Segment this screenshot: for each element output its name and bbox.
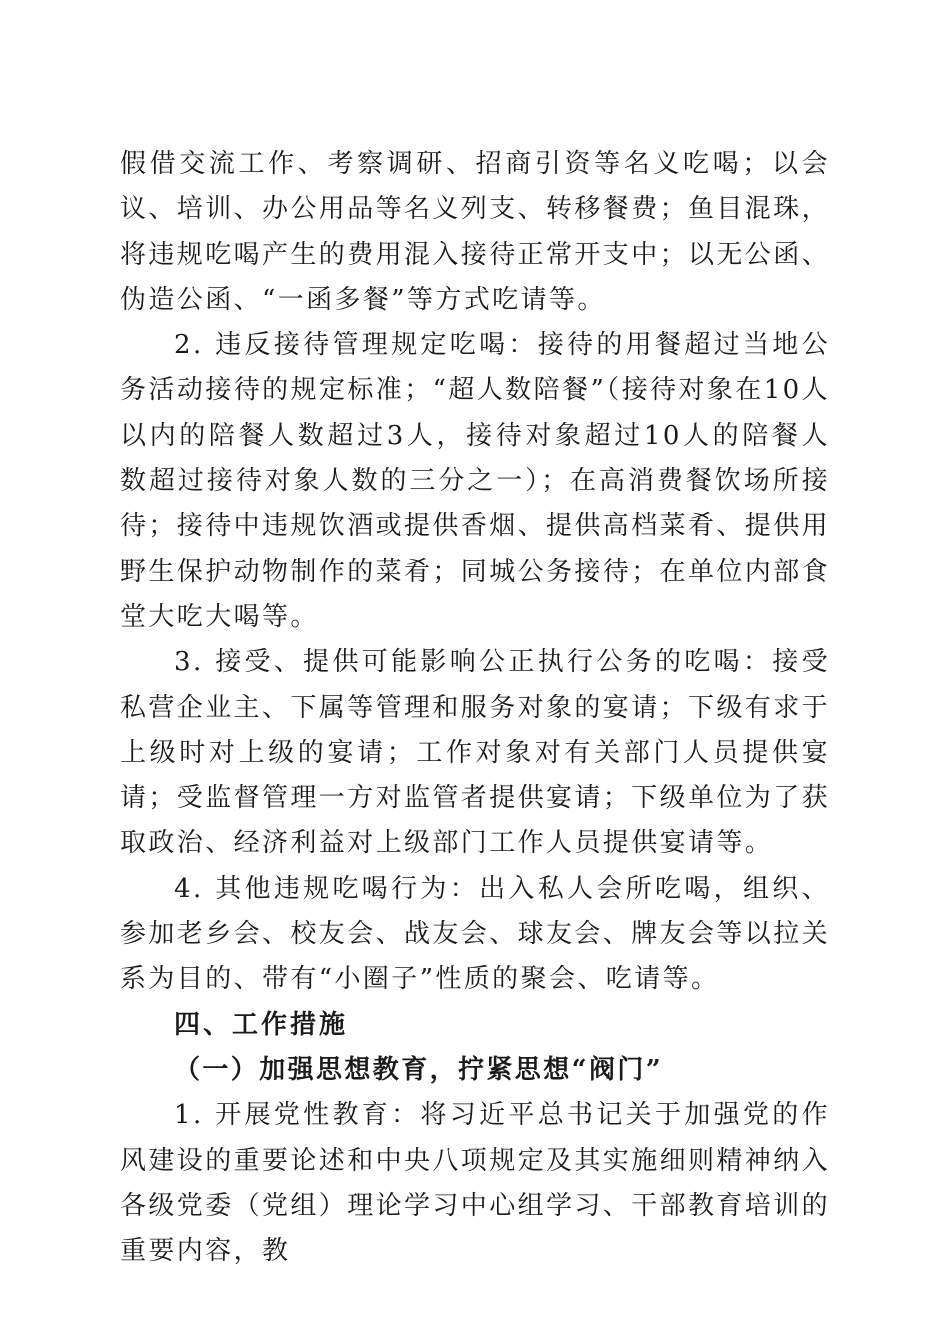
paragraph-continuation: 假借交流工作、考察调研、招商引资等名义吃喝；以会议、培训、办公用品等名义列支、转移餐费；鱼目混珠，将违规吃喝产生的费用混入接待正常开支中；以无公函、伪造公函、“一函多餐”等方式吃请等。 xyxy=(120,149,831,315)
subsection-heading-1: （一）加强思想教育，拧紧思想“阀门” xyxy=(174,1054,664,1085)
section-heading-4: 四、工作措施 xyxy=(174,1009,349,1040)
paragraph-measure-1: 1. 开展党性教育：将习近平总书记关于加强党的作风建设的重要论述和中央八项规定及其实施细则精神纳入各级党委（党组）理论学习中心组学习、干部教育培训的重要内容，教 xyxy=(120,1100,831,1267)
paragraph-item-3: 3. 接受、提供可能影响公正执行公务的吃喝：接受私营企业主、下属等管理和服务对象的宴请；下级有求于上级时对上级的宴请；工作对象对有关部门人员提供宴请；受监督管理一方对监管者提供宴请；下级单位为了获取政治、经济利益对上级部门工作人员提供宴请等。 xyxy=(120,647,831,859)
document-body xyxy=(120,142,830,1274)
paragraph-item-4: 4. 其他违规吃喝行为：出入私人会所吃喝，组织、参加老乡会、校友会、战友会、球友会、牌友会等以拉关系为目的、带有“小圈子”性质的聚会、吃请等。 xyxy=(120,873,831,995)
paragraph-item-2: 2. 违反接待管理规定吃喝：接待的用餐超过当地公务活动接待的规定标准；“超人数陪餐”（接待对象在10人以内的陪餐人数超过3人，接待对象超过10人的陪餐人数超过接待对象人数的三分之一）；在高消费餐饮场所接待；接待中违规饮酒或提供香烟、提供高档菜肴、提供用野生保护动物制作的菜肴；同城公务接待；在单位内部食堂大吃大喝等。 xyxy=(120,330,831,632)
